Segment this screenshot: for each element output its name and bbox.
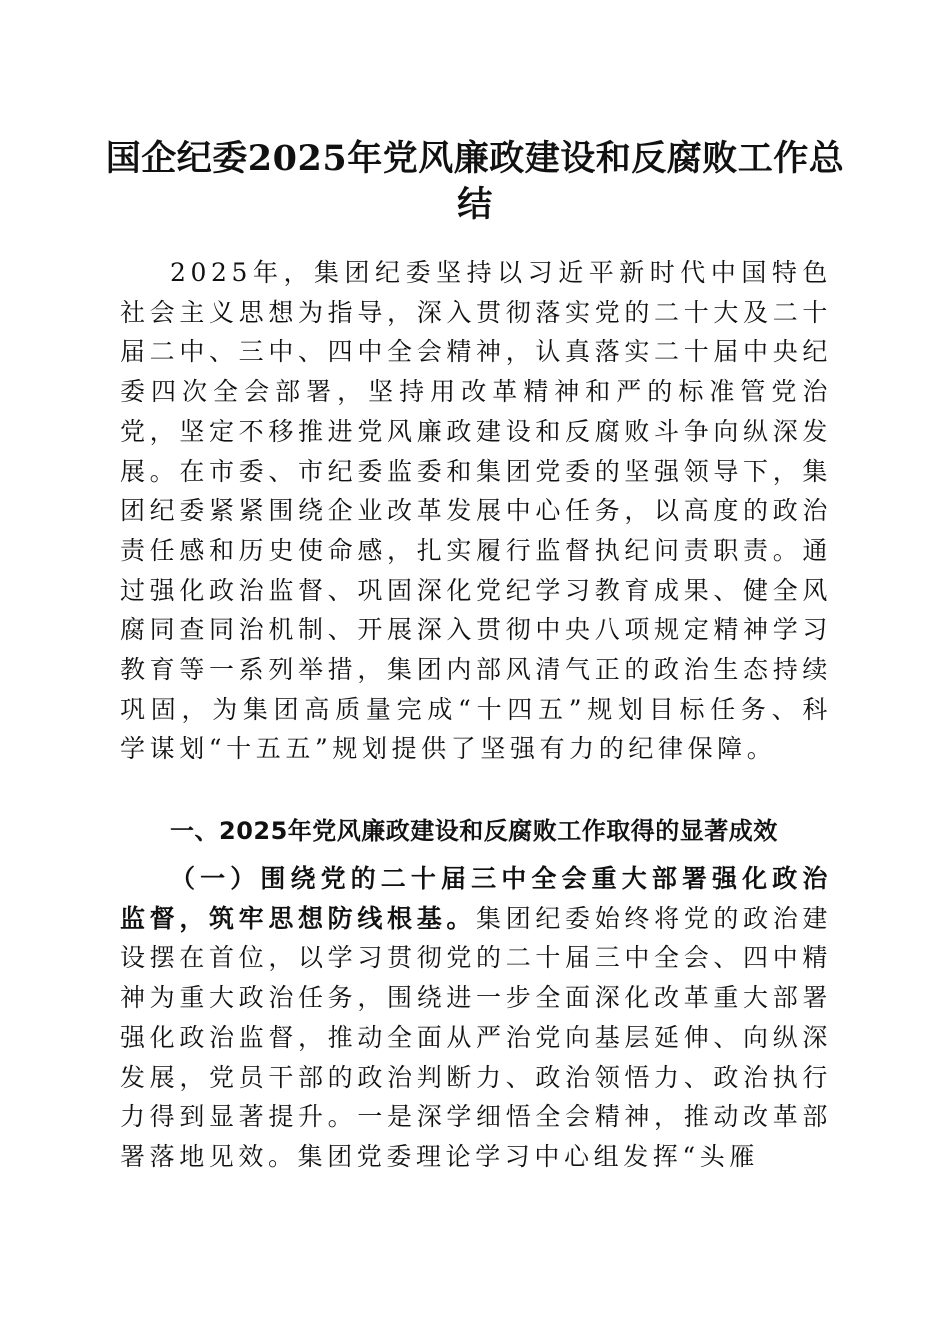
- document-title: 国企纪委2025年党风廉政建设和反腐败工作总结: [105, 138, 845, 225]
- subsection-paragraph: [120, 859, 832, 1177]
- subsection-body: 集团纪委始终将党的政治建设摆在首位，以学习贯彻党的二十届三中全会、四中精神为重大政治任务，围绕进一步全面深化改革重大部署强化政治监督，推动全面从严治党向基层延伸、向纵深发展，党员干部的政治判断力、政治领悟力、政治执行力得到显著提升。一是深学细悟全会精神，推动改革部署落地见效。集团党委理论学习中心组发挥“头雁: [120, 903, 833, 1171]
- section-heading: 一、2025年党风廉政建设和反腐败工作取得的显著成效: [170, 817, 778, 845]
- intro-paragraph: 2025年，集团纪委坚持以习近平新时代中国特色社会主义思想为指导，深入贯彻落实党的二十大及二十届二中、三中、四中全会精神，认真落实二十届中央纪委四次全会部署，坚持用改革精神和严的标准管党治党，坚定不移推进党风廉政建设和反腐败斗争向纵深发展。在市委、市纪委监委和集团党委的坚强领导下，集团纪委紧紧围绕企业改革发展中心任务，以高度的政治责任感和历史使命感，扎实履行监督执纪问责职责。通过强化政治监督、巩固深化党纪学习教育成果、健全风腐同查同治机制、开展深入贯彻中央八项规定精神学习教育等一系列举措，集团内部风清气正的政治生态持续巩固，为集团高质量完成“十四五”规划目标任务、科学谋划“十五五”规划提供了坚强有力的纪律保障。: [120, 258, 832, 764]
- subsection-lead: （一）围绕党的二十届三中全会重大部署强化政治监督，筑牢思想防线根基。: [120, 864, 832, 933]
